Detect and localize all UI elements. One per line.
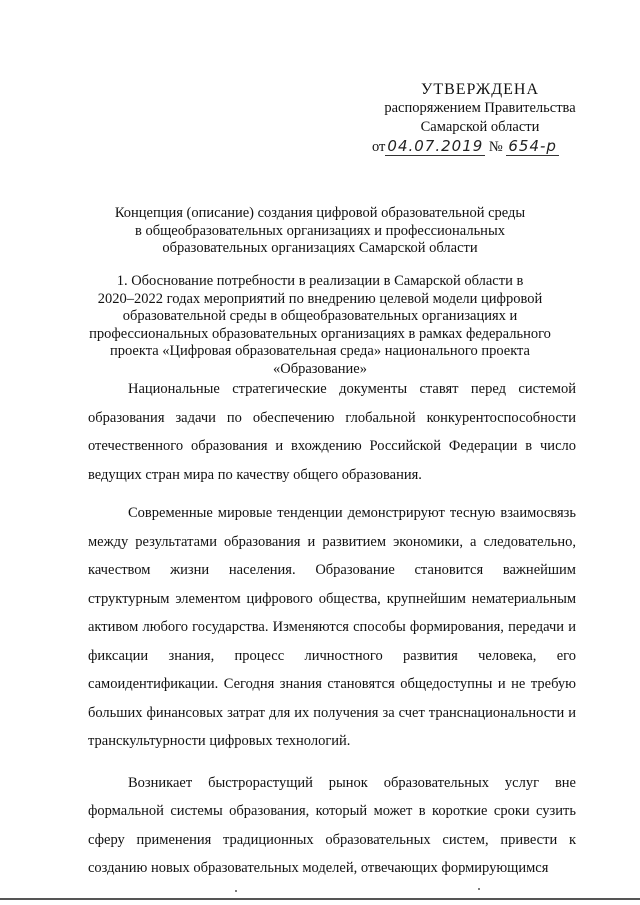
scan-speck xyxy=(478,888,480,890)
approval-line-1: распоряжением Правительства xyxy=(384,100,576,116)
section-line-3: образовательной среды в общеобразовательных организациях и xyxy=(122,308,518,324)
number-label: № xyxy=(488,139,503,155)
approval-heading: УТВЕРЖДЕНА xyxy=(420,81,539,98)
title-line-1: Концепция (описание) создания цифровой образовательной среды xyxy=(114,205,526,221)
approval-date-number-line xyxy=(360,137,600,157)
section-line-6: «Образование» xyxy=(273,360,367,377)
document-title xyxy=(80,205,560,258)
handwritten-date: 04.07.2019 xyxy=(387,137,484,155)
from-label: от xyxy=(372,139,386,155)
approval-line-2: Самарской области xyxy=(420,119,540,135)
section-line-2: 2020–2022 годах мероприятий по внедрению целевой модели цифровой xyxy=(97,290,543,307)
section-line-4: профессиональных образовательных организациях в рамках федерального xyxy=(89,325,551,342)
scan-speck xyxy=(235,890,237,892)
title-line-2: в общеобразовательных организациях и профессиональных xyxy=(135,222,505,239)
section-line-5: проекта «Цифровая образовательная среда» национального проекта xyxy=(110,343,530,359)
section-line-1: 1. Обоснование потребности в реализации в Самарской области в xyxy=(116,273,524,289)
approval-block xyxy=(360,80,600,157)
body-text xyxy=(88,375,576,896)
handwritten-number: 654-р xyxy=(508,137,557,155)
paragraph-2: Современные мировые тенденции демонстрируют тесную взаимосвязь между результатами образования и развитием экономики, а следовательно, качеством жизни населения. Образование становится важнейшим структурным элементом цифрового общества, крупнейшим нематериальным активом любого государства. Изменяются способы формирования, передачи и фиксации знания, процесс личностного развития человека, его самоидентификации. Сегодня знания становятся общедоступны и не требую больших финансовых затрат для их получения за счет транснациональности и транскультурности цифровых технологий. xyxy=(88,505,576,749)
title-line-3: образовательных организациях Самарской области xyxy=(162,240,478,256)
paragraph-3: Возникает быстрорастущий рынок образовательных услуг вне формальной системы образования, который может в короткие сроки сузить сферу применения традиционных образовательных систем, привести к созданию новых образовательных моделей, отвечающих формирующимся xyxy=(88,774,576,876)
section-heading xyxy=(70,273,570,378)
scan-edge-line xyxy=(0,898,640,900)
paragraph-1: Национальные стратегические документы ставят перед системой образования задачи по обеспечению глобальной конкурентоспособности отечественного образования и вхождению Российской Федерации в число ведущих стран мира по качеству общего образования. xyxy=(88,381,576,483)
